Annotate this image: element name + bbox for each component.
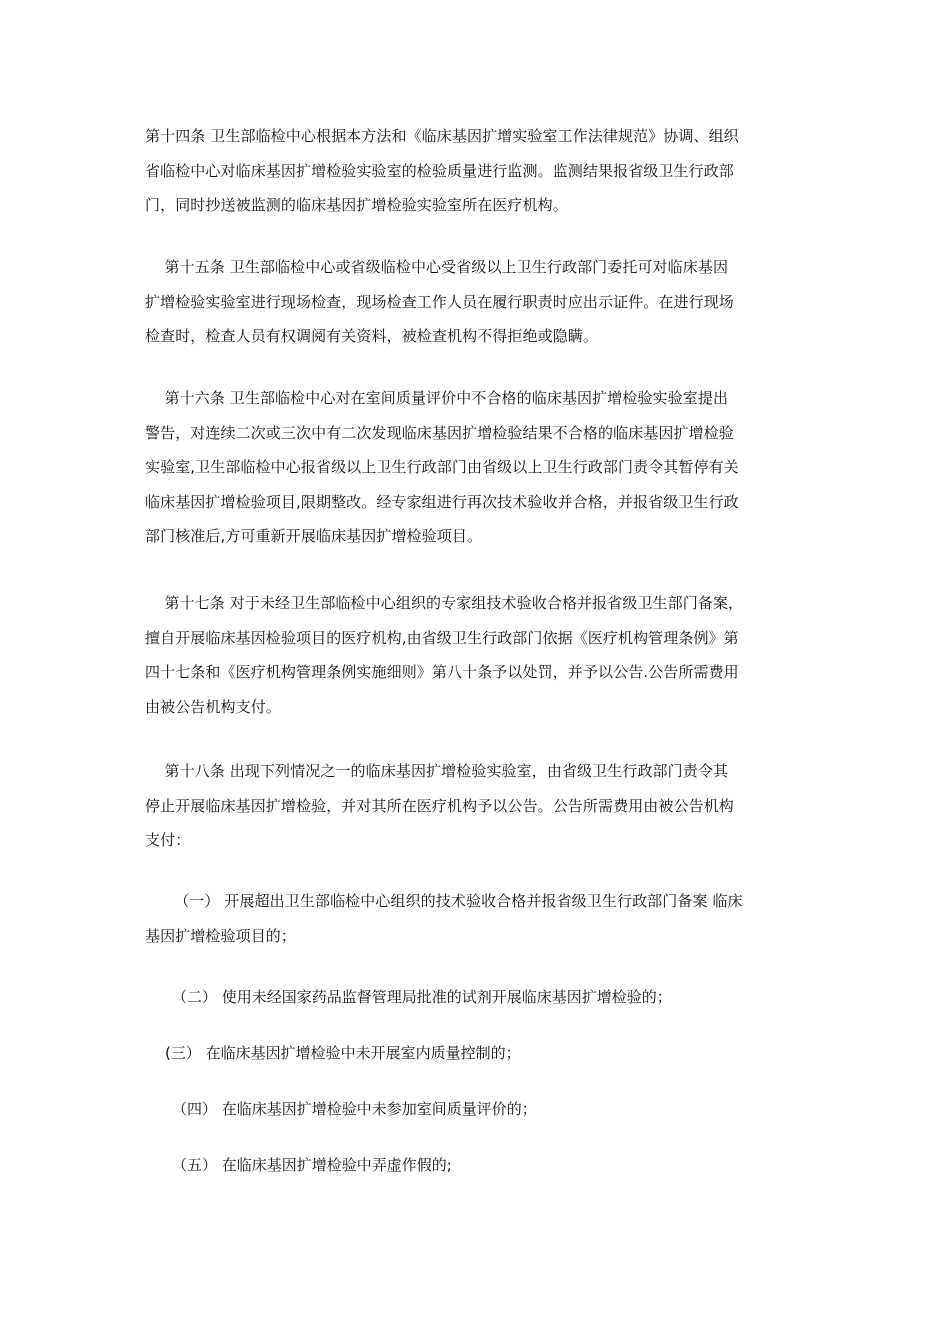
- text-line: 第十八条 出现下列情况之一的临床基因扩增检验实验室，由省级卫生行政部门责令其: [145, 762, 729, 780]
- text-line: 基因扩增检验项目的；: [145, 926, 297, 945]
- article-18-item-1: [145, 884, 810, 953]
- text-line: 四十七条和《医疗机构管理条例实施细则》第八十条予以处罚，并予以公告.公告所需费用: [145, 663, 739, 681]
- text-line: 警告，对连续二次或三次中有二次发现临床基因扩增检验结果不合格的临床基因扩增检验: [145, 423, 734, 442]
- article-18-item-3: (三） 在临床基因扩增检验中未开展室内质量控制的；: [165, 1044, 521, 1062]
- text-line: 省临检中心对临床基因扩增检验实验室的检验质量进行监测。监测结果报省级卫生行政部: [145, 161, 734, 180]
- article-18-item-5: （五） 在临床基因扩增检验中弄虚作假的;: [172, 1156, 452, 1174]
- article-17: [145, 586, 810, 724]
- text-line: 实验室,卫生部临检中心报省级以上卫生行政部门由省级以上卫生行政部门责令其暂停有关: [145, 458, 739, 476]
- text-line: 扩增检验实验室进行现场检查，现场检查工作人员在履行职责时应出示证件。在进行现场: [145, 292, 734, 311]
- text-line: 支付：: [145, 831, 191, 849]
- text-line: 由被公告机构支付。: [145, 697, 281, 716]
- article-16: [145, 381, 810, 554]
- text-line: （一） 开展超出卫生部临检中心组织的技术验收合格并报省级卫生行政部门备案 临床: [145, 892, 743, 910]
- article-18-item-2: （二） 使用未经国家药品监督管理局批准的试剂开展临床基因扩增检验的；: [172, 988, 672, 1006]
- text-line: 停止开展临床基因扩增检验，并对其所在医疗机构予以公告。公告所需费用由被公告机构: [145, 796, 734, 815]
- article-18: [145, 754, 810, 858]
- text-line: 检查时，检查人员有权调阅有关资料，被检查机构不得拒绝或隐瞒。: [145, 327, 599, 345]
- text-line: 第十七条 对于未经卫生部临检中心组织的专家组技术验收合格并报省级卫生部门备案，: [145, 594, 744, 612]
- text-line: 门，同时抄送被监测的临床基因扩增检验实验室所在医疗机构。: [145, 196, 568, 214]
- article-14: [145, 119, 810, 223]
- article-15: [145, 250, 810, 354]
- text-line: 第十六条 卫生部临检中心对在室间质量评价中不合格的临床基因扩增检验实验室提出: [145, 389, 729, 407]
- text-line: 部门核准后,方可重新开展临床基因扩增检验项目。: [145, 527, 483, 545]
- text-line: 第十五条 卫生部临检中心或省级临检中心受省级以上卫生行政部门委托可对临床基因: [145, 258, 729, 276]
- text-line: 第十四条 卫生部临检中心根据本方法和《临床基因扩增实验室工作法律规范》协调、组织: [145, 127, 739, 145]
- article-18-item-4: （四） 在临床基因扩增检验中未参加室间质量评价的；: [172, 1100, 537, 1118]
- text-line: 擅自开展临床基因检验项目的医疗机构,由省级卫生行政部门依据《医疗机构管理条例》第: [145, 628, 739, 647]
- text-line: 临床基因扩增检验项目,限期整改。经专家组进行再次技术验收并合格，并报省级卫生行政: [145, 492, 739, 511]
